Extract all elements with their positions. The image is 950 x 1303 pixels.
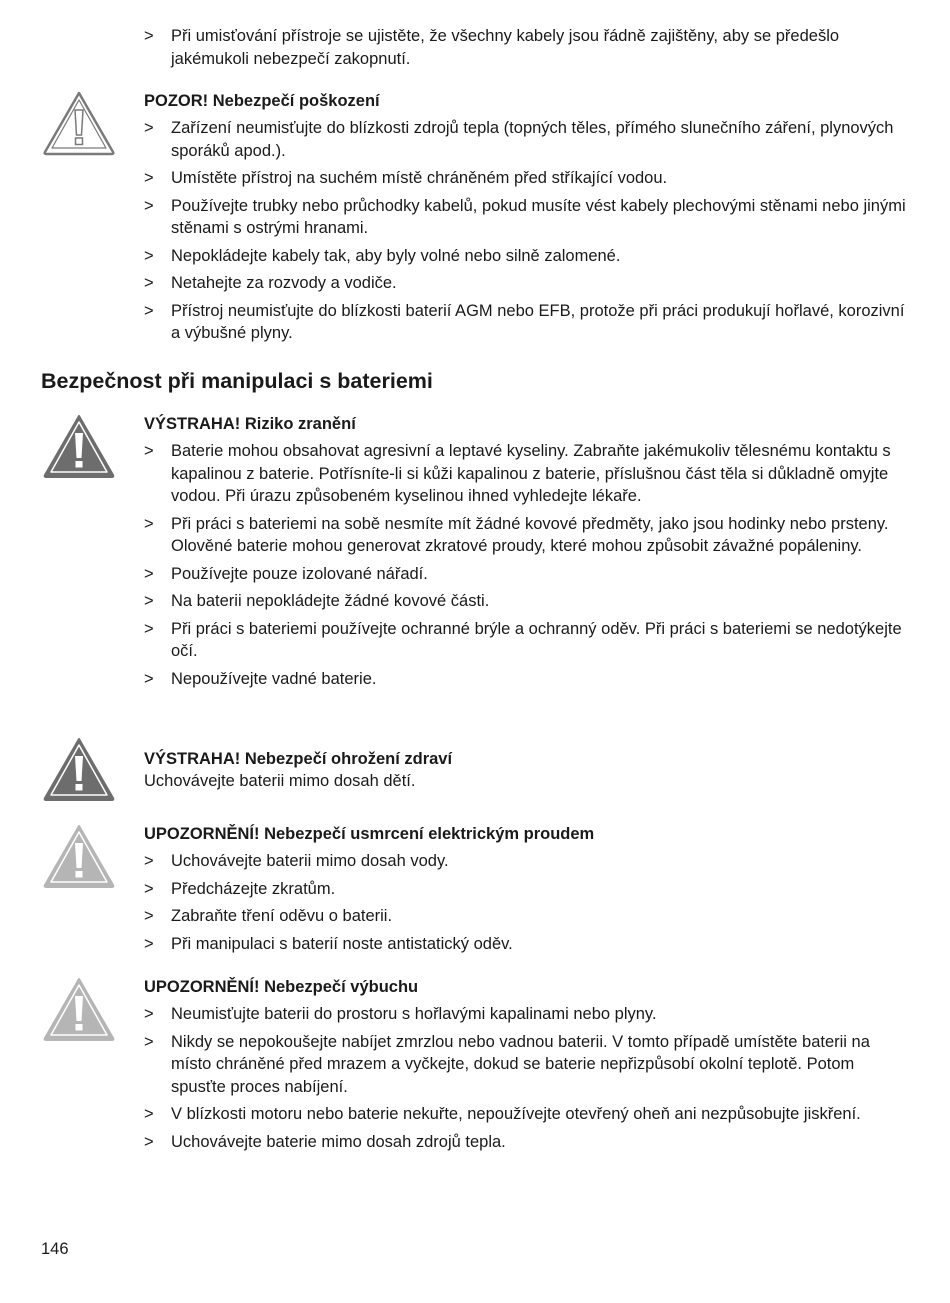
list-item: > Nepokládejte kabely tak, aby byly volné nebo silně zalomené. [144, 245, 910, 268]
page-number: 146 [41, 1240, 69, 1258]
warning-triangle-light-icon [42, 976, 116, 1042]
list-item: > Používejte trubky nebo průchodky kabelů, pokud musíte vést kabely plechovými stěnami nebo jinými stěnami s ostrými hranami. [144, 195, 910, 240]
warning-triangle-dark-icon [42, 413, 116, 479]
caution-electric-heading: UPOZORNĚNÍ! Nebezpečí usmrcení elektrickým proudem [144, 825, 595, 843]
list-item: > Při práci s bateriemi na sobě nesmíte mít žádné kovové předměty, jako jsou hodinky nebo prsteny. Olověné baterie mohou generovat zkratové proudy, které mohou způsobit závažné popáleniny. [144, 513, 910, 558]
list-item: > Při umisťování přístroje se ujistěte, že všechny kabely jsou řádně zajištěny, aby se předešlo jakémukoli nebezpečí zakopnutí. [144, 25, 910, 70]
notice-damage-heading: POZOR! Nebezpečí poškození [144, 92, 380, 110]
warning-health-content [144, 748, 910, 792]
list-item: > Při práci s bateriemi používejte ochranné brýle a ochranný oděv. Při práci s bateriemi se nedotýkejte očí. [144, 618, 910, 663]
list-item: > Baterie mohou obsahovat agresivní a leptavé kyseliny. Zabraňte jakémukoliv tělesnému kontaktu s kapalinou z baterie. Potřísníte-li si kůži kapalinou z baterie, příslušnou část těla si důkladně omyjte vodou. Při úrazu způsobeném kyselinou ihned vyhledejte lékaře. [144, 440, 910, 508]
list-item: > Na baterii nepokládejte žádné kovové části. [144, 590, 910, 613]
warning-health-heading: VÝSTRAHA! Nebezpečí ohrožení zdraví [144, 750, 453, 768]
list-item: > Neumisťujte baterii do prostoru s hořlavými kapalinami nebo plyny. [144, 1003, 910, 1026]
warning-injury-list [144, 440, 910, 690]
caution-explosion-heading: UPOZORNĚNÍ! Nebezpečí výbuchu [144, 978, 419, 996]
intro-list [144, 25, 910, 70]
list-item: > Uchovávejte baterie mimo dosah zdrojů tepla. [144, 1131, 910, 1154]
caution-electric-list [144, 850, 910, 955]
warning-triangle-dark-icon [42, 736, 116, 802]
warning-triangle-light-icon [42, 823, 116, 889]
warning-health-text: Uchovávejte baterii mimo dosah dětí. [144, 772, 416, 790]
list-item: > V blízkosti motoru nebo baterie nekuřte, nepoužívejte otevřený oheň ani nezpůsobujte jiskření. [144, 1103, 910, 1126]
caution-explosion-list [144, 1003, 910, 1153]
list-item: > Umístěte přístroj na suchém místě chráněném před stříkající vodou. [144, 167, 910, 190]
intro-content [144, 25, 910, 75]
caution-electric-content [144, 823, 910, 960]
caution-explosion-content [144, 976, 910, 1158]
warning-triangle-outline-icon [42, 90, 116, 156]
warning-injury-content [144, 413, 910, 695]
list-item: > Nikdy se nepokoušejte nabíjet zmrzlou nebo vadnou baterii. V tomto případě umístěte baterii na místo chráněné před mrazem a vyčkejte, dokud se baterie nepřizpůsobí okolní teplotě. Potom spusťte proces nabíjení. [144, 1031, 910, 1099]
list-item: > Netahejte za rozvody a vodiče. [144, 272, 910, 295]
list-item: > Používejte pouze izolované nářadí. [144, 563, 910, 586]
list-item: > Zařízení neumisťujte do blízkosti zdrojů tepla (topných těles, přímého slunečního záření, plynových sporáků apod.). [144, 117, 910, 162]
list-item: > Zabraňte tření oděvu o baterii. [144, 905, 910, 928]
section-title: Bezpečnost při manipulaci s bateriemi [41, 369, 433, 393]
notice-damage-content [144, 90, 910, 350]
notice-damage-list [144, 117, 910, 345]
warning-injury-heading: VÝSTRAHA! Riziko zranění [144, 415, 356, 433]
list-item: > Nepoužívejte vadné baterie. [144, 668, 910, 691]
list-item: > Uchovávejte baterii mimo dosah vody. [144, 850, 910, 873]
list-item: > Předcházejte zkratům. [144, 878, 910, 901]
list-item: > Přístroj neumisťujte do blízkosti baterií AGM nebo EFB, protože při práci produkují hořlavé, korozivní a výbušné plyny. [144, 300, 910, 345]
list-item: > Při manipulaci s baterií noste antistatický oděv. [144, 933, 910, 956]
